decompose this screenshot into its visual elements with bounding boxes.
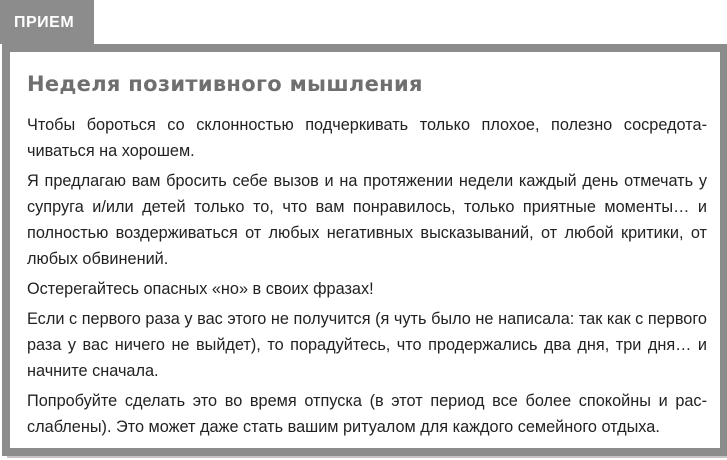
- paragraph: Чтобы бороться со склонностью подчеркивать только плохое, полезно сосредотачиваться на хорошем.: [27, 116, 707, 160]
- paragraph: Остерегайтесь опасных «но» в своих фразах!: [27, 280, 374, 298]
- paragraph: Попробуйте сделать это во время отпуска (в этот период все более спокойны и расслаблены). Это может даже стать вашим ритуалом для каждого семейного отдыха.: [27, 392, 707, 436]
- box-content: [27, 112, 707, 444]
- header-tab: [0, 0, 94, 44]
- paragraph: Если с первого раза у вас этого не получится (я чуть было не написала: так как с первого раза у вас ничего не выйдет), то порадуйтесь, что продержались два дня, три дня… и начните сначала.: [27, 310, 707, 380]
- paragraph: Я предлагаю вам бросить себе вызов и на протяжении недели каждый день отмечать у супруга и/или детей только то, что вам понравилось, только приятные моменты… и полностью воздерживаться от любых негативных высказываний, от любой критики, от любых обвинений.: [27, 172, 707, 268]
- tab-label: ПРИЕМ: [14, 14, 75, 31]
- box-title: Неделя позитивного мышления: [27, 72, 423, 96]
- content-box: [2, 44, 727, 456]
